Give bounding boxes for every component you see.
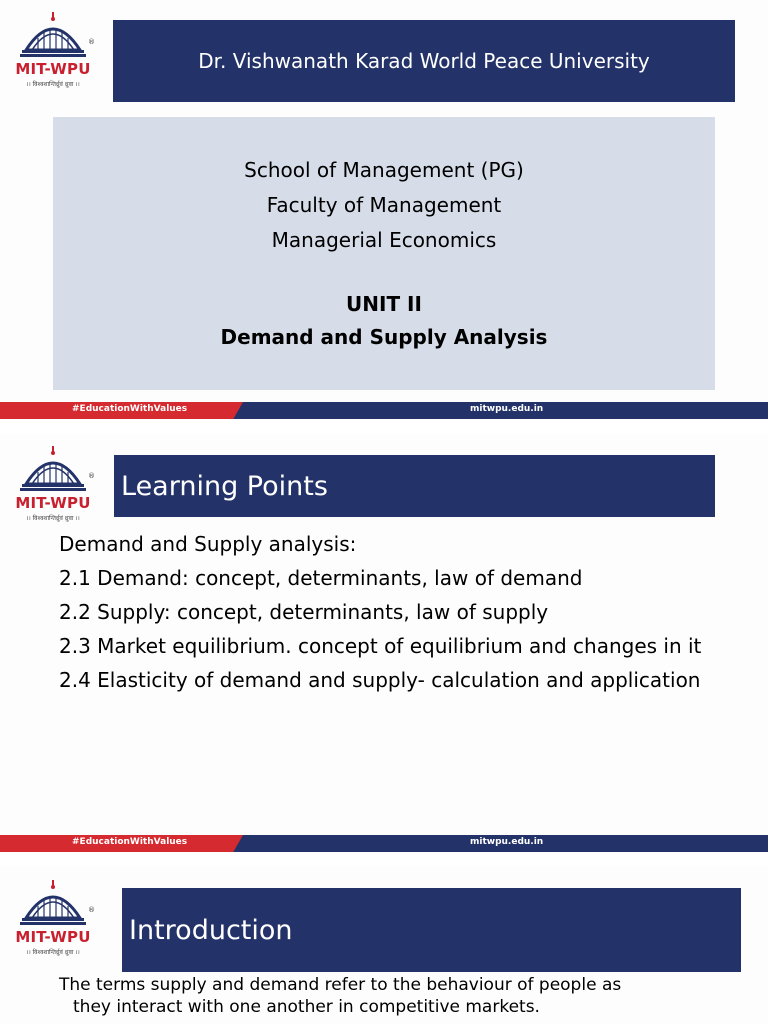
intro-line-1: The terms supply and demand refer to the behaviour of people as bbox=[59, 975, 622, 995]
university-title-bar bbox=[113, 20, 735, 102]
dome-icon bbox=[18, 444, 88, 496]
dome-icon bbox=[18, 878, 88, 930]
section-title: Introduction bbox=[129, 914, 293, 946]
list-item: Demand and Supply analysis: bbox=[59, 532, 357, 556]
logo-name: MIT-WPU bbox=[15, 928, 91, 946]
registered-mark: ® bbox=[88, 472, 95, 480]
subject-line: Managerial Economics bbox=[271, 228, 497, 252]
introduction-paragraph bbox=[59, 974, 719, 1018]
slide-learning-points bbox=[0, 434, 768, 852]
logo-name: MIT-WPU bbox=[15, 60, 91, 78]
learning-points-list bbox=[59, 532, 708, 702]
slide-introduction bbox=[0, 866, 768, 1024]
footer-url: mitwpu.edu.in bbox=[470, 404, 544, 414]
learning-points-title-bar bbox=[114, 455, 715, 517]
university-name: Dr. Vishwanath Karad World Peace University bbox=[198, 49, 650, 73]
list-item: 2.3 Market equilibrium. concept of equilibrium and changes in it bbox=[59, 634, 702, 658]
logo-tagline: ।। विश्वशान्तिर्ध्रुवं ध्रुवा ।। bbox=[26, 949, 80, 956]
mit-wpu-logo bbox=[8, 10, 98, 90]
registered-mark: ® bbox=[88, 906, 95, 914]
logo-tagline: ।। विश्वशान्तिर्ध्रुवं ध्रुवा ।। bbox=[26, 81, 80, 88]
mit-wpu-logo bbox=[8, 444, 98, 524]
footer-banner bbox=[0, 402, 768, 419]
logo-name: MIT-WPU bbox=[15, 494, 91, 512]
dome-icon bbox=[18, 10, 88, 62]
section-title: Learning Points bbox=[121, 470, 328, 502]
footer-banner bbox=[0, 835, 768, 852]
footer-hashtag: #EducationWithValues bbox=[72, 404, 188, 414]
registered-mark: ® bbox=[88, 38, 95, 46]
mit-wpu-logo bbox=[8, 878, 98, 958]
list-item: 2.1 Demand: concept, determinants, law of demand bbox=[59, 566, 583, 590]
list-item: 2.2 Supply: concept, determinants, law of supply bbox=[59, 600, 549, 624]
intro-line-2: they interact with one another in competitive markets. bbox=[73, 997, 540, 1017]
course-info-box bbox=[53, 117, 715, 390]
introduction-title-bar bbox=[122, 888, 741, 972]
school-line: School of Management (PG) bbox=[244, 158, 524, 182]
logo-tagline: ।। विश्वशान्तिर्ध्रुवं ध्रुवा ।। bbox=[26, 515, 80, 522]
footer-url: mitwpu.edu.in bbox=[470, 837, 544, 847]
slide-title bbox=[0, 0, 768, 420]
unit-label: UNIT II bbox=[346, 292, 422, 316]
list-item: 2.4 Elasticity of demand and supply- calculation and application bbox=[59, 668, 701, 692]
unit-title: Demand and Supply Analysis bbox=[220, 325, 548, 349]
footer-hashtag: #EducationWithValues bbox=[72, 837, 188, 847]
faculty-line: Faculty of Management bbox=[266, 193, 502, 217]
